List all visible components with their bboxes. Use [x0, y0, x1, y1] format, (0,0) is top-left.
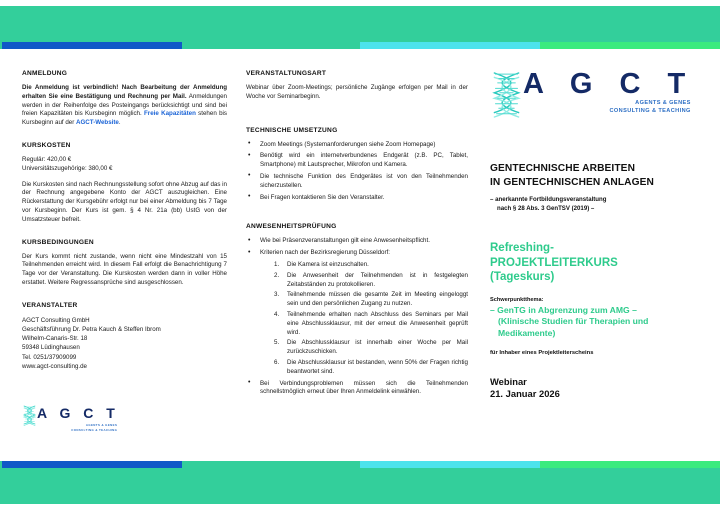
agct-tagline-small-2: CONSULTING & TEACHING — [71, 427, 118, 432]
heading-kursbedingungen: KURSBEDINGUNGEN — [22, 238, 94, 246]
list-item — [246, 249, 468, 376]
heading-anwesenheitspruefung: ANWESENHEITSPRÜFUNG — [246, 223, 337, 231]
list-item: • Benötigt wird ein internetverbundenes Endgerät (z.B. PC, Tablet, Smartphone) mit Lautsprecher, Mikrofon und Kamera. — [246, 152, 468, 170]
course-name-line-2: PROJEKTLEITERKURS — [490, 256, 618, 269]
focus-topic-line-2 — [490, 316, 702, 327]
organizer-management: Geschäftsführung Dr. Petra Kauch & Steffen Ibrom — [22, 325, 161, 333]
agct-logo-main — [490, 70, 702, 125]
band-accent-blue-bottom — [2, 461, 182, 468]
criteria-numbered-list — [260, 261, 468, 377]
course-name-line-3: (Tageskurs) — [490, 271, 555, 284]
agct-logo-main-text — [523, 70, 695, 115]
list-item: Die Abschlussklausur ist bestanden, wenn 50% der Fragen richtig beantwortet sind. — [287, 358, 468, 375]
dna-helix-icon — [22, 405, 37, 432]
kurskosten-paragraph: Die Kurskosten sind nach Rechnungsstellung sofort ohne Abzug auf das in der Rechnung angegebene Konto der AGCT auszugleichen. Eine Rückerstattung der Kursgebühr erfolgt nur bei einer Abmeldung bis 7 Tage vor Kursbeginn. Der Kurs ist gem. § 4 Nr. 21a (bb) UstG von der Umsatzsteuer befreit. — [22, 180, 227, 223]
left-column — [22, 70, 227, 432]
organizer-city: 59348 Lüdinghausen — [22, 344, 80, 352]
anmeldung-text-3: . — [118, 119, 121, 127]
course-name-line-1: Refreshing- — [490, 242, 554, 255]
list-item: • Bei Fragen kontaktieren Sie den Veranstalter. — [246, 194, 468, 203]
focus-topic-label: Schwerpunktthema: — [490, 296, 544, 303]
event-date: 21. Januar 2026 — [490, 388, 560, 400]
band-accent-blue — [2, 42, 182, 49]
band-accent-green-bottom — [540, 461, 720, 468]
accreditation-note-line-2-text: nach § 28 Abs. 3 GenTSV (2019) – — [497, 204, 595, 212]
heading-kurskosten: KURSKOSTEN — [22, 141, 71, 149]
agct-tagline-small-1: AGENTS & GENES — [85, 422, 118, 427]
heading-anmeldung: ANMELDUNG — [22, 70, 68, 77]
veranstaltungsart-paragraph: Webinar über Zoom-Meetings; persönliche Zugänge erfolgen per Mail in der Woche vor Seminarbeginn. — [246, 84, 468, 100]
bottom-color-band — [0, 461, 720, 504]
heading-veranstalter: VERANSTALTER — [22, 301, 78, 309]
agct-letters-small: A G C T — [37, 404, 120, 421]
price-university: Universitätszugehörige: 380,00 € — [22, 164, 113, 172]
agct-logo-small-text — [37, 405, 119, 432]
accreditation-note-line-1: – anerkannte Fortbildungsveranstaltung — [490, 196, 607, 203]
kursbedingungen-paragraph: Der Kurs kommt nicht zustande, wenn nicht eine Mindestzahl von 15 Teilnehmenden erreicht wird. In diesem Fall erfolgt die Benachrichtigung 7 Tage vor der Veranstaltung. Die Kurskosten werden dann in voller Höhe erstattet. Weitere Regressansprüche sind ausgeschlossen. — [22, 252, 227, 286]
heading-veranstaltungsart: VERANSTALTUNGSART — [246, 70, 327, 77]
agct-tagline-main-1: AGENTS & GENES — [635, 100, 691, 106]
middle-column — [246, 70, 468, 400]
agct-logo-small — [22, 405, 227, 432]
event-format: Webinar — [490, 375, 527, 387]
focus-topic-line-3 — [490, 328, 702, 339]
page-title-line-2: IN GENTECHNISCHEN ANLAGEN — [490, 176, 654, 188]
agct-letters-main: A G C T — [523, 68, 695, 100]
list-item: Die Abschlussklausur ist innerhalb einer Woche per Mail zurückzuschicken. — [287, 339, 468, 356]
organizer-company: AGCT Consulting GmbH — [22, 316, 90, 324]
accreditation-note-line-2 — [490, 205, 702, 214]
focus-topic-line-2-text: (Klinische Studien für Therapien und — [498, 316, 649, 327]
page-title-line-1: GENTECHNISCHE ARBEITEN — [490, 163, 636, 174]
organizer-street: Wilhelm-Canaris-Str. 18 — [22, 335, 88, 343]
list-item: • Wie bei Präsenzveranstaltungen gilt eine Anwesenheitspflicht. — [246, 237, 468, 246]
organizer-phone: Tel. 0251/37909099 — [22, 353, 77, 361]
anmeldung-text-2: stehen bis Kursbeginn auf der — [22, 110, 227, 127]
technische-umsetzung-list — [246, 141, 468, 203]
agct-tagline-main-2: CONSULTING & TEACHING — [609, 107, 691, 114]
band-accent-green — [540, 42, 720, 49]
audience-note: für Inhaber eines Projektleiterscheins — [490, 349, 594, 356]
price-regular: Regulär: 420,00 € — [22, 155, 72, 163]
list-item-label: Kriterien nach der Bezirksregierung Düsseldorf: — [260, 249, 390, 257]
band-accent-cyan-bottom — [360, 461, 540, 468]
top-color-band — [0, 6, 720, 49]
list-item: Die Anwesenheit der Teilnehmenden ist in festgelegten Zeitabständen zu protokollieren. — [287, 271, 468, 288]
list-item: Die Kamera ist einzuschalten. — [287, 260, 369, 268]
focus-topic-line-3-text: Medikamente) — [498, 327, 556, 338]
list-item: • Bei Verbindungsproblemen müssen sich die Teilnehmenden schnellstmöglich erneut über Ihren Anmeldelink einwählen. — [246, 380, 468, 398]
link-agct-website[interactable]: AGCT-Website — [76, 119, 119, 127]
list-item: Teilnehmende müssen die gesamte Zeit im Meeting eingeloggt sein und den persönlichen Zugang zu nutzen. — [287, 291, 468, 308]
anmeldung-paragraph — [22, 84, 227, 128]
anmeldung-text-1: Anmeldungen werden in der Reihenfolge des Posteingangs berücksichtigt und sind bei freien Kapazitäten bis Kursbeginn möglich. — [22, 92, 227, 118]
link-freie-kapazitaeten[interactable]: Freie Kapazitäten — [144, 110, 196, 118]
right-column — [490, 70, 702, 401]
heading-technische-umsetzung: TECHNISCHE UMSETZUNG — [246, 126, 338, 134]
focus-topic-line-1: – GenTG in Abgrenzung zum AMG – — [490, 304, 637, 315]
list-item: • Zoom Meetings (Systemanforderungen siehe Zoom Homepage) — [246, 141, 468, 150]
dna-helix-icon — [490, 70, 523, 125]
list-item: Teilnehmende erhalten nach Abschluss des Seminars per Mail eine Abschlussklausur, mit der erneut die Anwesenheit geprüft wird. — [287, 310, 468, 336]
organizer-website[interactable]: www.agct-consulting.de — [22, 362, 88, 370]
list-item: • Die technische Funktion des Endgerätes ist von den Teilnehmenden sicherzustellen. — [246, 173, 468, 191]
anwesenheitspruefung-list — [246, 237, 468, 397]
anmeldung-bold-text: Die Anmeldung ist verbindlich! Nach Bearbeitung der Anmeldung erhalten Sie eine Bestätigung und Rechnung per Mail. — [22, 84, 227, 100]
band-accent-cyan — [360, 42, 540, 49]
